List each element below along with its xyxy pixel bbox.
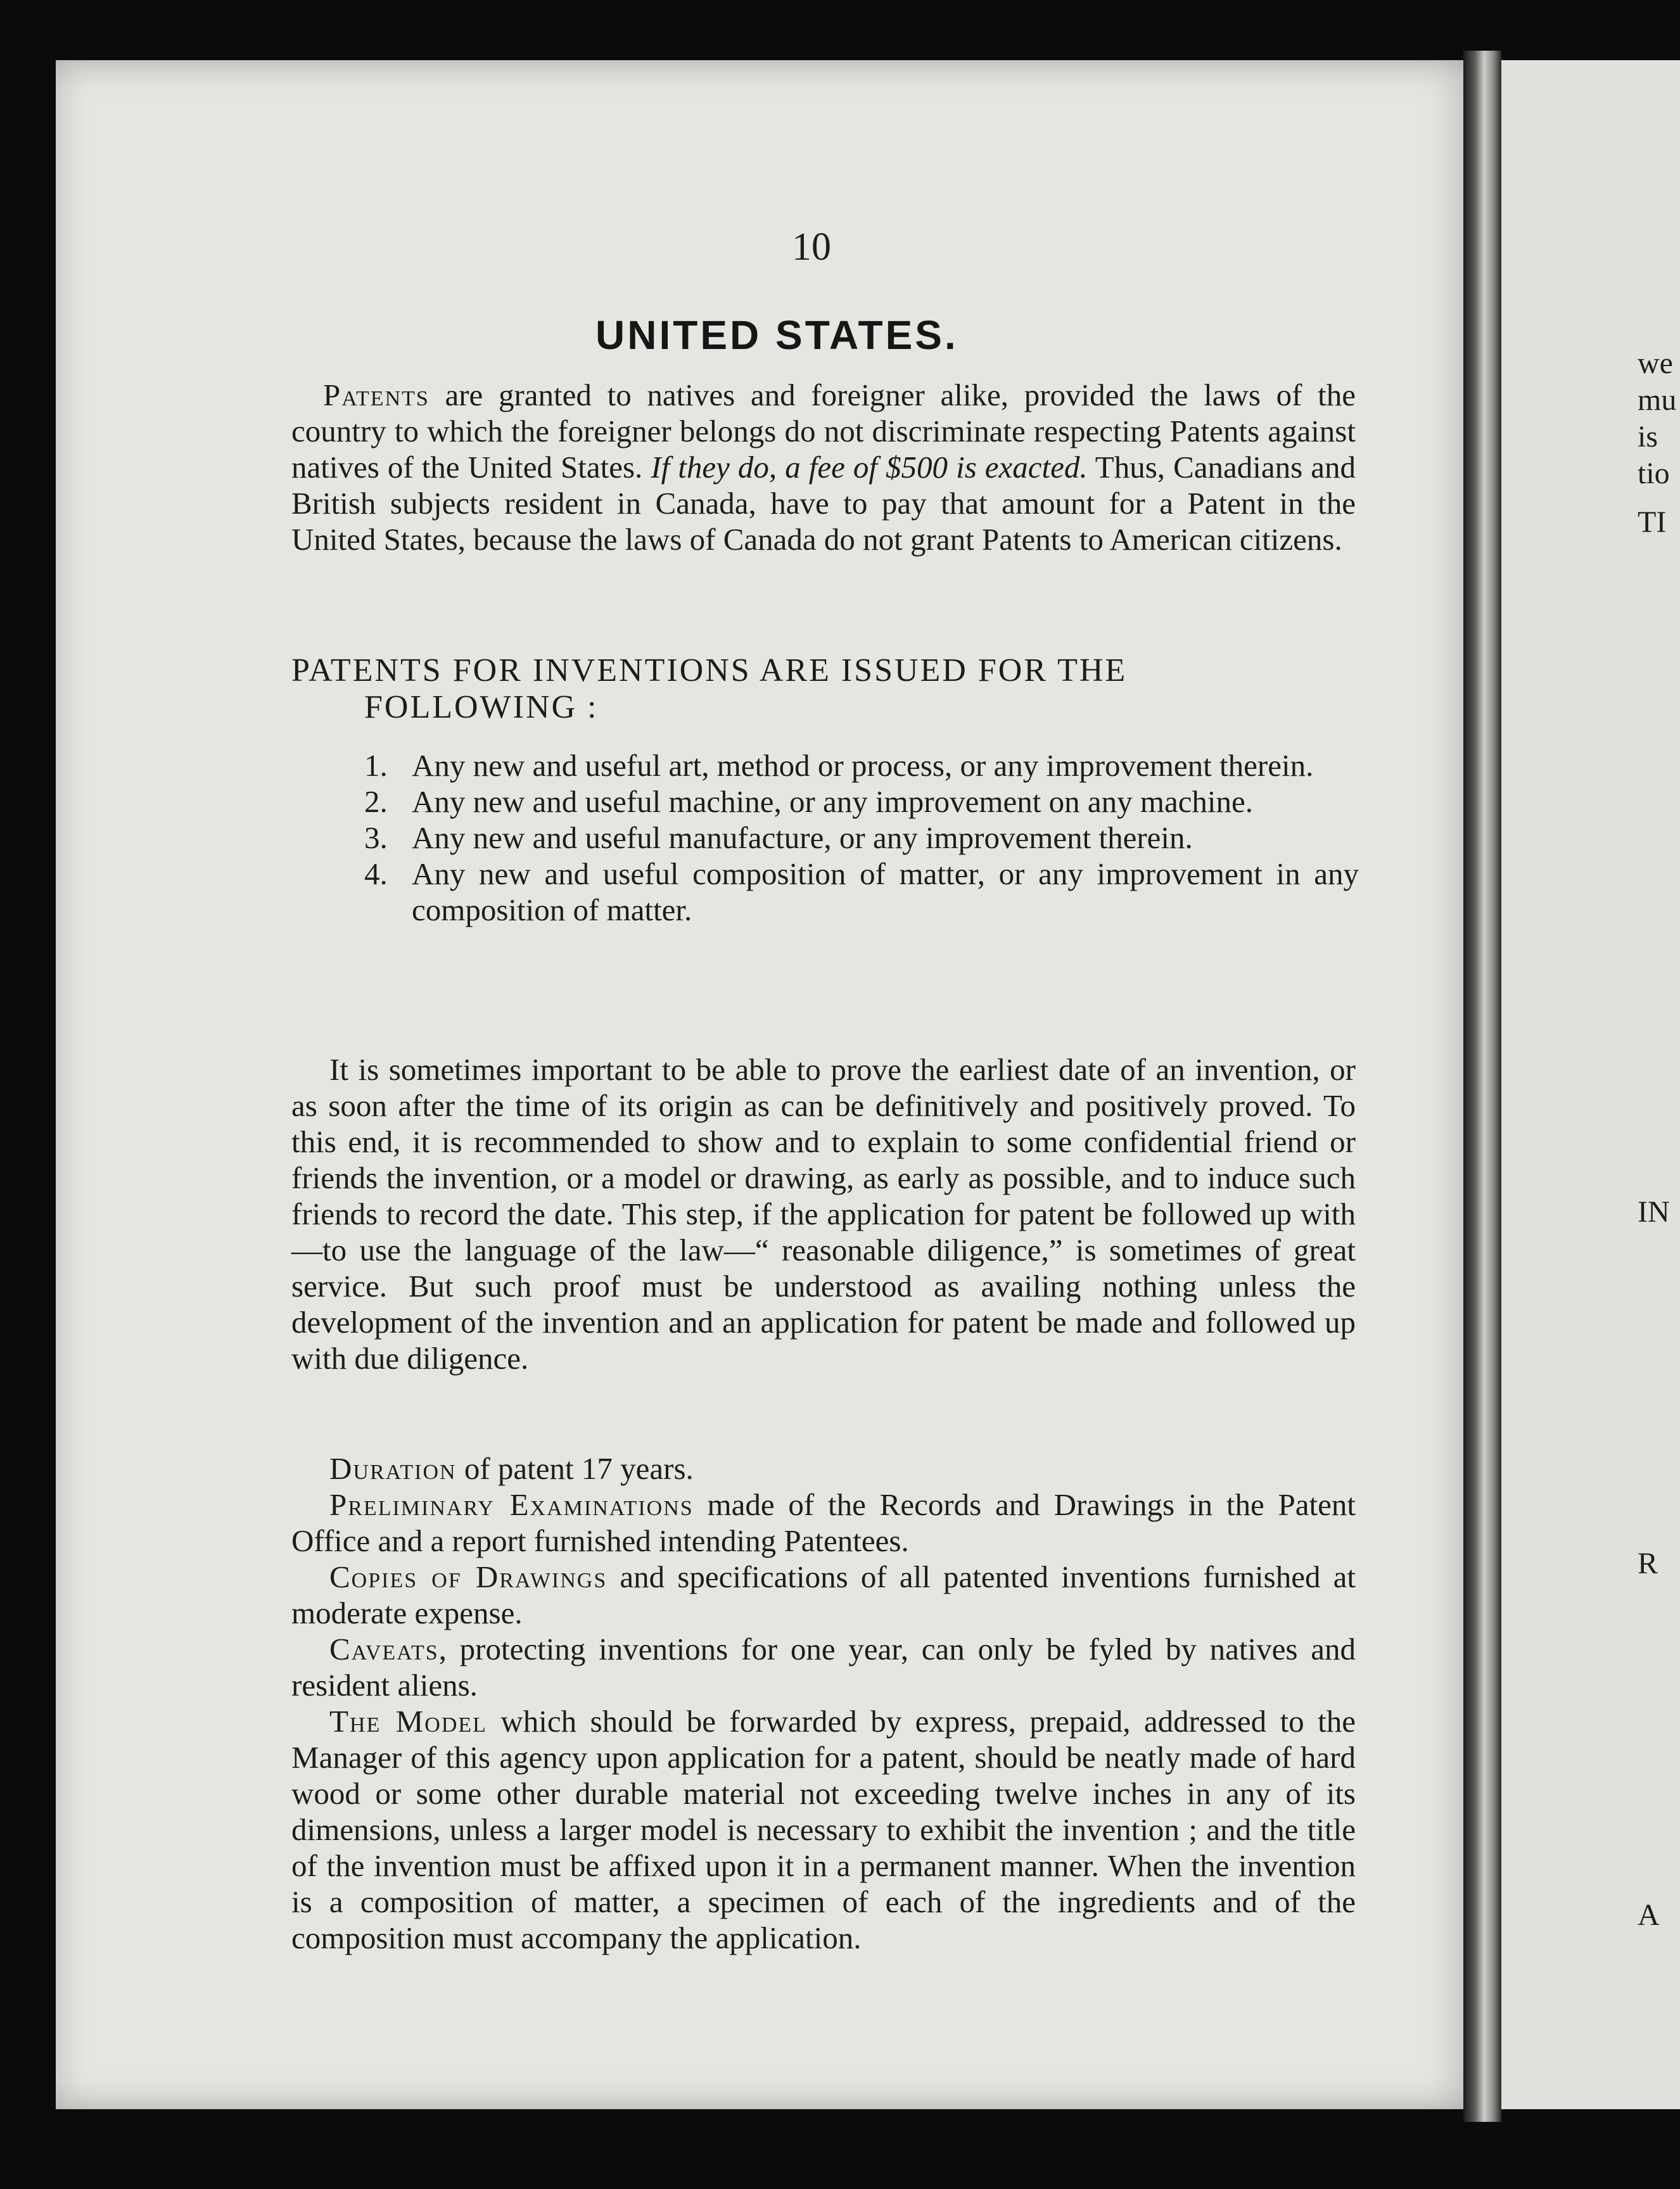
list-item-text: Any new and useful manufacture, or any improvement therein. xyxy=(412,820,1193,855)
caveats-lead: Caveats xyxy=(329,1632,439,1666)
next-page-fragment: we xyxy=(1638,346,1673,380)
next-page-fragment: TI xyxy=(1638,505,1667,539)
list-item-number: 2. xyxy=(364,784,388,819)
caveats-body: , protecting inventions for one year, can only be fyled by natives and resident aliens. xyxy=(291,1632,1356,1703)
duration-body: of patent 17 years. xyxy=(456,1451,694,1486)
page-number: 10 xyxy=(792,225,831,269)
next-page-fragment: R xyxy=(1638,1547,1658,1580)
list-item xyxy=(364,784,1359,820)
next-page-fragment: is xyxy=(1638,420,1658,454)
duration-lead: Duration xyxy=(329,1451,457,1486)
intro-paragraph xyxy=(291,377,1356,557)
book-gutter xyxy=(1463,51,1501,2122)
intro-body: are granted to natives and foreigner alike, provided the laws of the country to which the foreigner belongs do not discriminate respecting Patents against natives of the United States. xyxy=(291,378,1356,485)
copies-body: and specifications of all patented inventions furnished at moderate expense. xyxy=(291,1559,1356,1630)
preliminary-body: made of the Records and Drawings in the Patent Office and a report furnished intending Patentees. xyxy=(291,1487,1356,1558)
copies-paragraph xyxy=(291,1559,1356,1631)
duration-paragraph xyxy=(291,1450,1356,1487)
subheading-line-2: FOLLOWING : xyxy=(364,689,599,725)
list-item xyxy=(364,820,1359,856)
copies-lead: Copies of Drawings xyxy=(329,1559,608,1594)
model-paragraph xyxy=(291,1703,1356,1956)
list-item-number: 1. xyxy=(364,748,388,783)
intro-tail: Thus, Canadians and British subjects resident in Canada, have to pay that amount for a Patent in the United States, because the laws of Canada do not grant Patents to American citizens. xyxy=(291,450,1356,557)
intro-lead: Patents xyxy=(323,378,430,412)
list-item-number: 3. xyxy=(364,820,388,855)
list-item xyxy=(364,856,1359,928)
next-page-fragment: tio xyxy=(1638,457,1670,490)
list-item xyxy=(364,747,1359,784)
subheading-line-1: PATENTS FOR INVENTIONS ARE ISSUED FOR THE xyxy=(291,652,1128,688)
page-heading: UNITED STATES. xyxy=(595,312,958,358)
next-page-fragment: A xyxy=(1638,1898,1660,1932)
list-item-text: Any new and useful art, method or process, or any improvement therein. xyxy=(412,748,1314,783)
section-subheading xyxy=(291,652,1356,726)
inventions-list xyxy=(364,747,1359,928)
main-paragraph: It is sometimes important to be able to prove the earliest date of an invention, or as soon after the time of its origin as can be definitively and positively proved. To this end, it is recommended to show and to explain to some confidential friend or friends the invention, or a model or drawing, as early as possible, and to induce such friends to record the date. This step, if the application for patent be followed up with—to use the language of the law—“ reasonable diligence,” is sometimes of great service. But such proof must be understood as availing nothing unless the development of the invention and an application for patent be made and followed up with due diligence. xyxy=(291,1052,1356,1376)
list-item-number: 4. xyxy=(364,856,388,891)
list-item-text: Any new and useful machine, or any improvement on any machine. xyxy=(412,784,1254,819)
preliminary-paragraph xyxy=(291,1487,1356,1559)
preliminary-lead: Preliminary Examinations xyxy=(329,1487,694,1522)
next-page-fragment: IN xyxy=(1638,1195,1670,1229)
model-body: which should be forwarded by express, prepaid, addressed to the Manager of this agency upon application for a patent, should be neatly made of hard wood or some other durable material not exceeding twelve inches in any of its dimensions, unless a larger model is necessary to exhibit the invention ; and the title of the invention must be affixed upon it in a permanent manner. When the invention is a composition of matter, a specimen of each of the ingredients and of the composition must accompany the application. xyxy=(291,1704,1356,1955)
model-lead: The Model xyxy=(329,1704,487,1739)
list-item-text: Any new and useful composition of matter, or any improvement in any composition of matter. xyxy=(412,856,1359,927)
intro-italic: If they do, a fee of $500 is exacted. xyxy=(651,450,1088,485)
caveats-paragraph xyxy=(291,1631,1356,1703)
next-page-fragment: mu xyxy=(1638,383,1677,417)
book-page-right-edge xyxy=(1501,60,1680,2109)
